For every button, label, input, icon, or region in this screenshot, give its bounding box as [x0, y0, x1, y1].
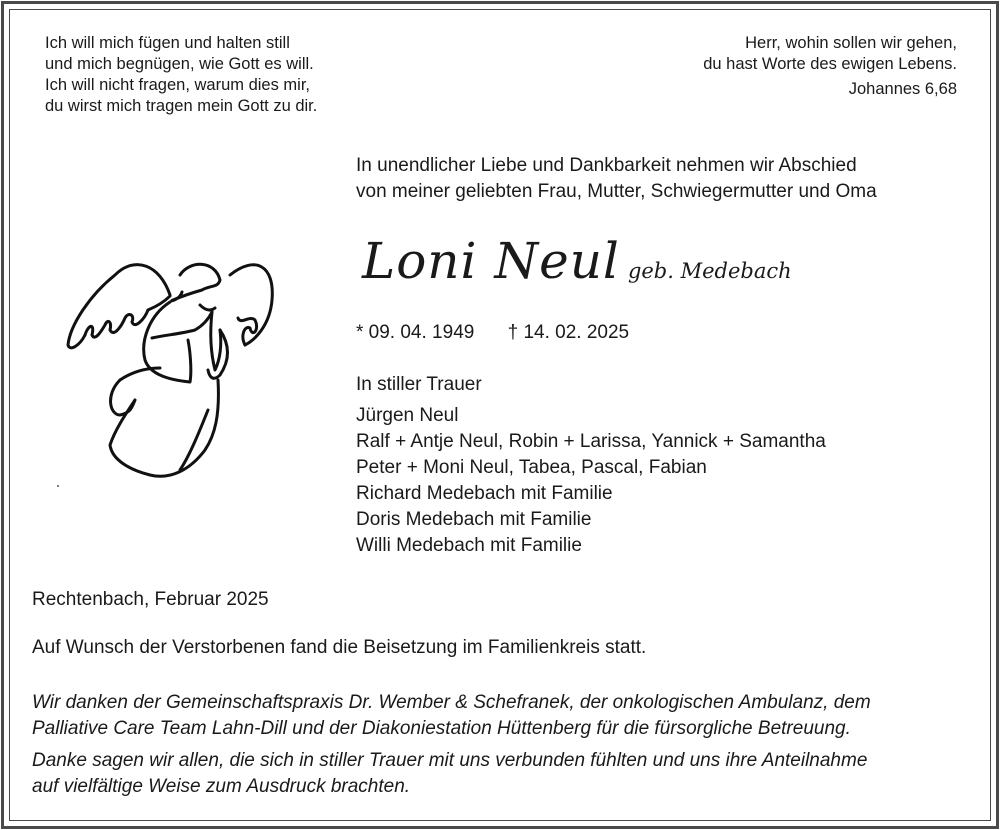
angel-icon [40, 230, 300, 500]
mourner: Ralf + Antje Neul, Robin + Larissa, Yannick + Samantha [356, 431, 826, 452]
deceased-name-block [362, 232, 792, 290]
mourner: Jürgen Neul [356, 405, 459, 426]
thanks-line: auf vielfältige Weise zum Ausdruck brachten. [32, 776, 411, 797]
deceased-name: Loni Neul [362, 232, 620, 290]
verse-source: Johannes 6,68 [848, 80, 957, 98]
verse-line: du hast Worte des ewigen Lebens. [703, 55, 957, 73]
death-date: † 14. 02. 2025 [507, 322, 630, 343]
thanks-line: Wir danken der Gemeinschaftspraxis Dr. Wember & Schefranek, der onkologischen Ambulanz, dem [32, 692, 871, 713]
dates [356, 320, 629, 346]
verse-line: Herr, wohin sollen wir gehen, [745, 34, 957, 52]
intro-text [356, 153, 877, 205]
dot [57, 485, 59, 487]
mourner: Willi Medebach mit Familie [356, 535, 582, 556]
mourners-list [356, 403, 826, 559]
verse-line: Ich will nicht fragen, warum dies mir, [45, 76, 311, 94]
birth-date: * 09. 04. 1949 [356, 322, 475, 343]
mourner: Peter + Moni Neul, Tabea, Pascal, Fabian [356, 457, 707, 478]
verse-right [703, 33, 957, 100]
verse-line: und mich begnügen, wie Gott es will. [45, 55, 314, 73]
birth-name: geb. Medebach [627, 259, 792, 283]
thanks-text [32, 690, 871, 800]
place-date: Rechtenbach, Februar 2025 [32, 589, 269, 610]
intro-line: von meiner geliebten Frau, Mutter, Schwiegermutter und Oma [356, 181, 877, 202]
thanks-line: Danke sagen wir allen, die sich in stiller Trauer mit uns verbunden fühlten und uns ihre Anteilnahme [32, 750, 868, 771]
verse-line: Ich will mich fügen und halten still [45, 34, 290, 52]
verse-left [45, 33, 317, 117]
mourning-label: In stiller Trauer [356, 374, 482, 395]
mourner: Richard Medebach mit Familie [356, 483, 613, 504]
mourner: Doris Medebach mit Familie [356, 509, 592, 530]
thanks-line: Palliative Care Team Lahn-Dill und der Diakoniestation Hüttenberg für die fürsorgliche Betreuung. [32, 718, 851, 739]
verse-line: du wirst mich tragen mein Gott zu dir. [45, 97, 318, 115]
burial-note: Auf Wunsch der Verstorbenen fand die Beisetzung im Familienkreis statt. [32, 637, 647, 658]
intro-line: In unendlicher Liebe und Dankbarkeit nehmen wir Abschied [356, 155, 857, 176]
